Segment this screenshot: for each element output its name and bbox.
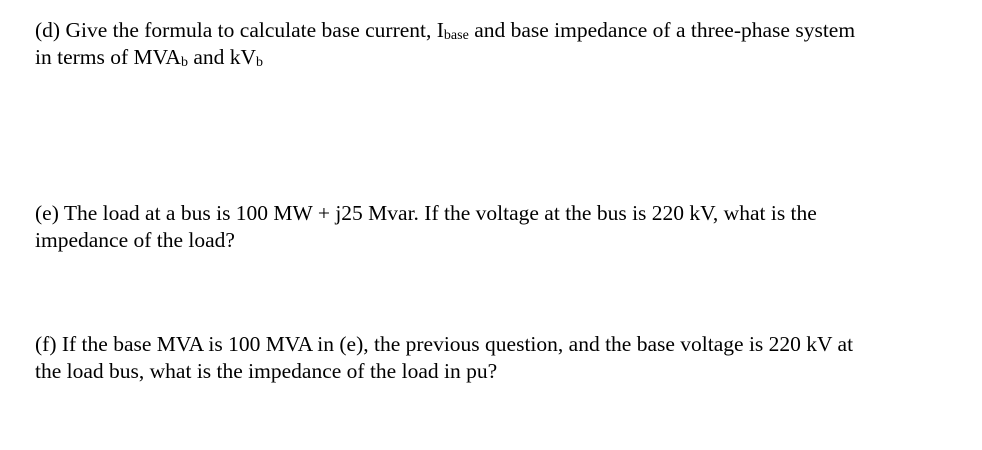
question-d-text-3: in terms of MVA bbox=[35, 45, 181, 69]
question-f bbox=[35, 331, 935, 385]
question-f-line-2: the load bus, what is the impedance of the load in pu? bbox=[35, 359, 498, 383]
question-d-text-1: (d) Give the formula to calculate base current, I bbox=[35, 18, 444, 42]
question-d-line-1 bbox=[35, 17, 935, 44]
question-d bbox=[35, 17, 935, 71]
kv-b-subscript: b bbox=[256, 55, 264, 70]
question-d-line-2 bbox=[35, 44, 935, 71]
base-subscript: base bbox=[443, 28, 469, 43]
question-e-line-2: impedance of the load? bbox=[35, 228, 235, 252]
question-f-line-1: (f) If the base MVA is 100 MVA in (e), the previous question, and the base voltage is 220 kV at bbox=[35, 332, 854, 356]
mva-b-subscript: b bbox=[180, 55, 188, 70]
question-e bbox=[35, 200, 935, 254]
question-e-line-1: (e) The load at a bus is 100 MW + j25 Mvar. If the voltage at the bus is 220 kV, what is the bbox=[35, 201, 817, 225]
question-d-text-4: and kV bbox=[187, 45, 257, 69]
question-d-text-2: and base impedance of a three-phase system bbox=[468, 18, 856, 42]
